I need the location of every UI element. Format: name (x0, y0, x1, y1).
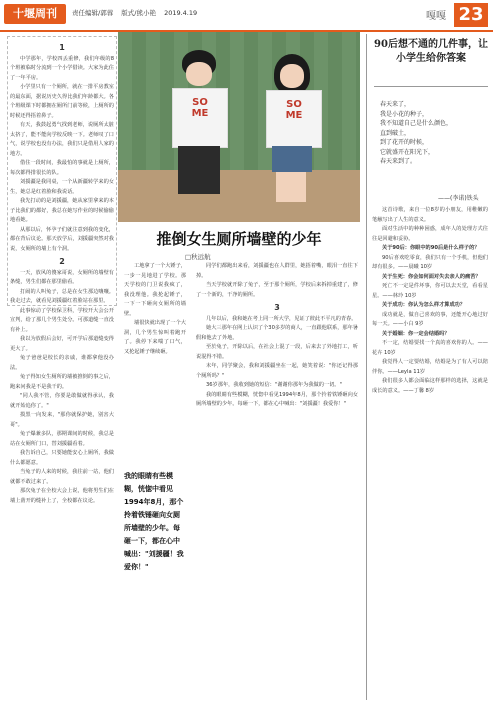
paragraph: 这首诗歌，来自一位8岁的小朋友，用稚嫩的笔触写出了人生的意义。 (372, 207, 488, 223)
paragraph: 我们很多人都会面临这样那样的选择，这就是成长的意义。——丁馨 8岁 (372, 378, 488, 394)
poem-line: 我不知道自己是什么颜色， (380, 120, 453, 127)
question-heading: 关于90后：你眼中的90后是什么样子的？ (382, 245, 480, 251)
article-column-left (10, 40, 114, 700)
article-photo (118, 32, 360, 222)
paragraph: 摸黑一向发来，"那你就保护她，别害大哥"。 (10, 412, 114, 428)
poem-line: 春天来到了。 (380, 158, 417, 165)
paragraph: 我以为放假后会好，可开学后那道缝变得更大了。 (10, 336, 114, 352)
question-heading: 关于生死：你会如何面对失去亲人的痛苦？ (382, 273, 481, 280)
designer-name: 版式/熊小艳 (121, 9, 156, 17)
article-column-right (196, 262, 358, 700)
paragraph: 从那以后，怀孕子们就注意到我的变化，都在背后议论。那天放学后，刘援疆突然对我说，女厕所的墙上有个洞。 (10, 226, 114, 252)
paragraph: 90后喜欢吃零食，我们只有一个手机，但他们却有很多。——晨曦 10岁 (372, 254, 488, 270)
paragraph: 中学那年，学校四丢重修，我们年级的8个班被临时分流到一个小学借读。大家为此住了一年平房。 (10, 55, 114, 81)
paragraph: 刘援疆是我同桌，一个从新疆转学来的女生，她总是红着脸和我说话。 (10, 179, 114, 195)
paragraph: 此事惊动了学校保卫科，学校开大会公开宣判，给了那几个男生处分。可那道缝一直没有补上。 (10, 307, 114, 333)
article-column-mid-top (124, 262, 186, 462)
paragraph: 同学们都跑出来看，刘援疆也在人群里，她捂着嘴，眼泪一直往下掉。 (196, 263, 358, 279)
paragraph: 我告诉自己，只要她能安心上厕所，我做什么都愿意。 (10, 450, 114, 466)
paragraph: 墙很快就出现了一个大洞，几个男生惊叫着跑开了。我停下来喘了口气，又抡起锤子继续砸。 (124, 320, 186, 355)
paragraph: 打闹的人叫兔子，总是在女生那边嚷嚷。我走过去，就看见刘援疆红着脸站在那里。 (10, 288, 114, 304)
paragraph: 有天，我鼓起勇气找到老师，说厕所太脏太挤了，能不能向学校反映一下。老师叹了口气，说学校也没有办法，我们只是借用人家的地方。 (10, 122, 114, 157)
poem-line: 到了花开的时候， (380, 139, 429, 146)
article-byline: □秋远航 (185, 253, 211, 261)
paragraph: 当兔子的人来的时候，我往前一站，他们就都不敢过来了。 (10, 469, 114, 485)
poem-line: 它就盛开在阳光下， (380, 148, 435, 156)
article-headline: 推倒女生厕所墙壁的少年 (156, 230, 322, 248)
paragraph: 36岁那年，我收到她的短信："谢谢你那年为我做的一切。" (206, 382, 342, 388)
section-name: 嘎嘎 (426, 11, 446, 22)
paragraph: 一天，放风的傻家哥说，女厕所的墙壁有条缝，男生们都在那里偷看。 (10, 269, 114, 285)
sidebar-title: 90后想不通的几件事，让小学生给你答案 (374, 39, 488, 64)
poem-line: 春天来了， (380, 101, 411, 108)
paragraph: 当天学校就开除了兔子，至于那个厕所，学校后来拆掉重建了，修了一个新的，干净的厕所。 (196, 282, 358, 298)
paragraph: 死亡不一定是件坏事，你可以去天堂，看看星星。——林玲 10岁 (372, 283, 488, 299)
paragraph: 我先打动的是刘援疆，她从家里拿来的本子比我们的都好，我总在她写作业的时候偷偷地看她。 (10, 198, 114, 223)
paragraph: 工地拿了一个大锤子，一步一晃地进了学校。那天学校的门卫说我疯了，我没理他。我抡起锤子，一下一下砸向女厕所的墙壁。 (124, 263, 186, 317)
paragraph: 成功就是，做自己喜欢的事，还能开心地过好每一天。——小白 9岁 (372, 311, 488, 327)
question-heading: 关于成功：你认为怎么样才算成功？ (382, 302, 466, 308)
issue-date: 2019.4.19 (164, 9, 198, 17)
paragraph: 不一定，结婚要找一个真的喜欢你的人。——花卉 10岁 (372, 340, 488, 356)
paragraph: 那次兔子在全校大会上说，他将男生们在墙上凿开的缝补上了，全校都在议论。 (10, 488, 114, 504)
paragraph: 兔子爆兼多队，那期课间的时候，我总是站在女厕所门口，替刘援疆看着。 (10, 431, 114, 447)
paragraph: 兔子得知女生厕所的墙被推倒的事之后，跑来问我是不是我干的。 (10, 374, 114, 390)
paragraph: 我的眼睛有些模糊，恍惚中看见1994年8月，那个拎着铁锤砸向女厕所墙壁的少年。每砸一下，都在心中喊出："刘援疆！我爱你！" (196, 391, 358, 407)
paragraph: 面对生活中的种种困惑，成年人的处理方式往往是回避和妥协。 (372, 226, 488, 242)
question-heading: 关于婚姻：你一定会结婚吗？ (382, 330, 450, 337)
photo-boy: SO ME (164, 50, 234, 222)
poem-line: 我是小花的种子， (380, 110, 429, 118)
paragraph: "同人我不管，你要是敢做就得承认，我就开始追你了。" (10, 393, 114, 409)
paragraph: 小学里只有一个厕所，就在一排平房教室的最东面，据说历史久得比我们年龄都大。各个班级课下时都拥在厕所门前等候，上厕所的时候还得捂着鼻子。 (10, 84, 114, 119)
paragraph: 我觉得人一定要结婚，结婚是为了有人可以陪伴你。——Leyla 11岁 (372, 359, 488, 375)
section-number: 3 (274, 303, 280, 312)
sidebar-poem (380, 100, 452, 167)
paragraph: 借住一段时间，我最怕的事就是上厕所，每次都得排很长的队。 (10, 160, 114, 176)
sidebar-title-rule (374, 86, 488, 87)
page-header (0, 0, 493, 30)
editor-name: 责任编辑/郭蓉 (72, 9, 114, 17)
editor-info (72, 8, 203, 17)
paragraph: 兔子爸爸是校长的亲戚，谁都拿他没办法。 (10, 355, 114, 371)
poem-author: ——(李诺)铁头 (438, 195, 479, 202)
paragraph: 几年以后，我和她在考上同一所大学，见证了彼此不平凡的青春。 (206, 315, 357, 322)
sidebar-divider (366, 34, 367, 700)
paragraph: 末年，同学聚会，我和刘援疆坐在一起，她笑着说："你还记得那个厕所吗？" (196, 363, 358, 379)
pull-quote: 我的眼睛有些模糊，恍惚中看见1994年8月，那个拎着铁锤砸向女厕所墙壁的少年。每砸一下，都在心中喊出："刘援疆！我爱你！" (124, 472, 184, 571)
publication-badge: 十堰周刊 (4, 4, 66, 24)
paragraph: 至於兔子，开除以后，在社会上混了一段，后来去了外地打工，听说混得不错。 (196, 344, 358, 360)
page-number: 23 (454, 3, 488, 27)
section-number: 2 (59, 257, 65, 266)
paragraph: 她大三那年在网上认识了个30多岁的商人，一直跟他联系，那年暑假和他去了外地。 (196, 325, 358, 341)
photo-girl: SO ME (258, 54, 328, 222)
sidebar-body (372, 206, 488, 700)
section-number: 1 (59, 43, 65, 52)
poem-line: 直到破土， (380, 129, 411, 137)
